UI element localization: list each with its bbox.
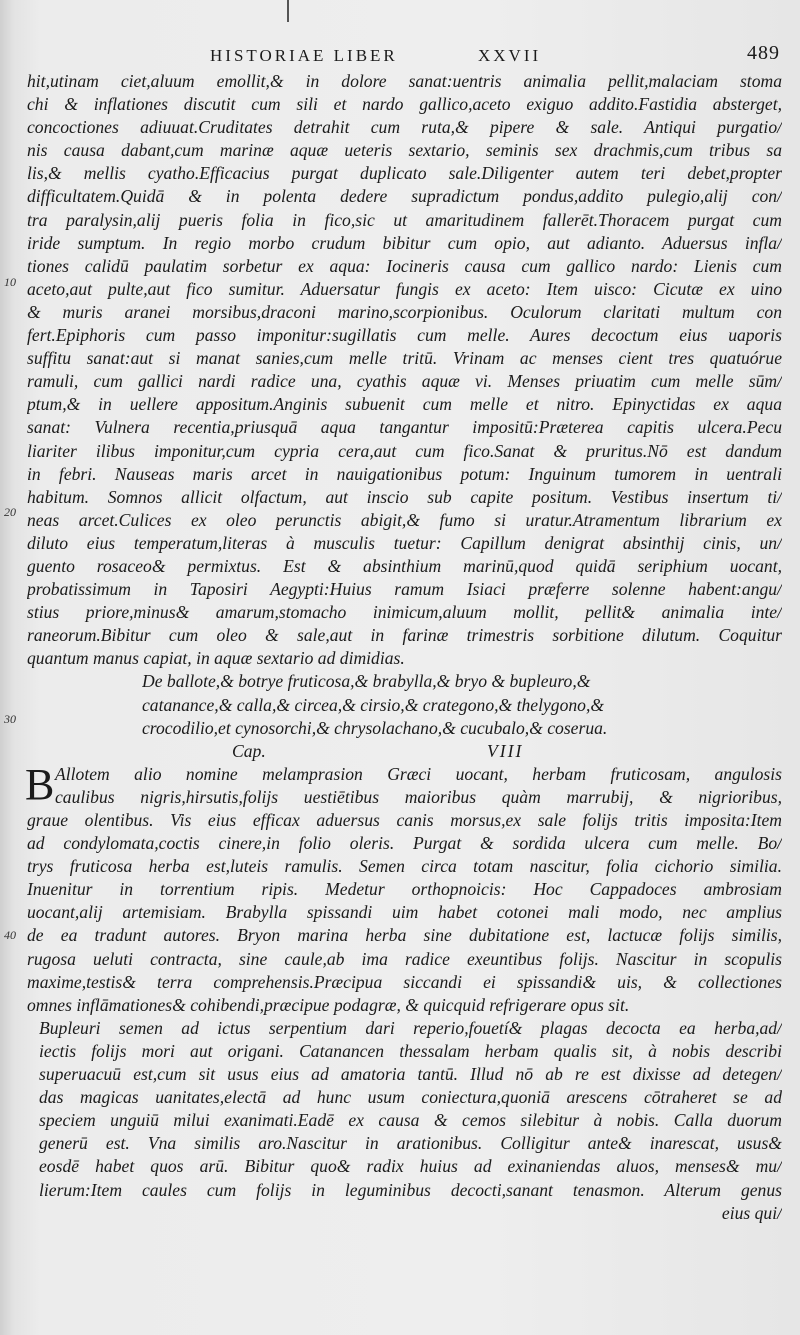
text-line: superuacuū est,cum sit usus eius ad amatoria tantū. Illud nō ab re est dixisse ad detegen/ bbox=[39, 1064, 782, 1085]
text-line: omnes inflāmationes& cohibendi,præcipue podagræ, & quicquid refrigerare opus sit. bbox=[27, 994, 630, 1015]
text-line: trys fruticosa herba est,luteis ramulis. Semen circa totam nascitur, folia cichorio similia. bbox=[27, 856, 782, 877]
paragraph-opening bbox=[25, 759, 782, 809]
chapter-word: Cap. bbox=[232, 740, 266, 761]
body-text bbox=[27, 70, 782, 1225]
text-line: guento rosaceo& permixtus. Est & absinthium marinū,quod quidā seriphium uocant, bbox=[27, 555, 782, 576]
chapter-heading bbox=[27, 670, 782, 739]
text-line: aceto,aut pulte,aut fico sumitur. Aduersatur fungis ex aceto: Item uisco: Cicutæ ex uino bbox=[27, 278, 782, 299]
text-line: Inuenitur in torrentium ripis. Medetur orthopnoicis: Hoc Cappadoces ambrosiam bbox=[27, 879, 782, 900]
text-line: hit,utinam ciet,aluum emollit,& in dolore sanat:uentris animalia pellit,malaciam stoma bbox=[27, 71, 782, 91]
text-line: lierum:Item caules cum folijs in leguminibus decocti,sanant tenasmon. Alterum genus bbox=[39, 1179, 782, 1200]
text-line: iride sumptum. In regio morbo crudum bibitur cum opio, aut adianto. Aduersus infla/ bbox=[27, 232, 782, 253]
text-line: rugosa ueluti contracta, sine caule,ab ima radice exeuntibus folijs. Nascitur in scopulis bbox=[27, 948, 782, 969]
margin-line-number: 30 bbox=[4, 712, 16, 726]
text-line: chi & inflationes discutit cum sili et nardo gallico,aceto exiguo addito.Fastidia absterget, bbox=[27, 94, 782, 115]
margin-line-number: 10 bbox=[4, 275, 16, 289]
text-line: iectis folijs mori aut origani. Catanancen thessalam herbam qualis sit, à nobis describi bbox=[39, 1040, 782, 1061]
text-line: crocodilio,et cynosorchi,& chrysolachano,& cucubalo,& coserua. bbox=[142, 717, 608, 738]
text-line: stius priore,minus& amarum,stomacho inimicum,aluum mollit, pellit& animalia inte/ bbox=[27, 602, 782, 623]
chapter-label bbox=[27, 740, 782, 763]
text-line: difficultatem.Quidā & in polenta dedere supradictum pondus,addito pulegio,alij con/ bbox=[27, 186, 782, 207]
text-line: Allotem alio nomine melamprasion Græci uocant, herbam fruticosam, angulosis bbox=[55, 763, 782, 784]
text-line: caulibus nigris,hirsutis,folijs uestiētibus maioribus quàm marrubij, & nigrioribus, bbox=[55, 786, 782, 807]
book-number: XXVII bbox=[478, 46, 542, 65]
paragraph bbox=[27, 1017, 782, 1202]
text-line: diluto eius temperatum,literas à musculis tuetur: Capillum denigrat absinthij cinis, un/ bbox=[27, 532, 782, 553]
text-line: probatissimum in Taposiri Aegypti:Huius ramum Isiaci præferre solenne habent:angu/ bbox=[27, 579, 782, 600]
text-line: speciem unguiū milui exanimati.Eadē ex causa & cemos silebitur à nobis. Calla duorum bbox=[39, 1110, 782, 1131]
text-line: liariter ilibus imponitur,cum cypria cera,aut cum fico.Sanat & pruritus.Nō est dandum bbox=[27, 440, 782, 461]
chapter-number: VIII bbox=[487, 740, 524, 761]
paragraph-body bbox=[27, 809, 782, 1017]
text-line: in febri. Nauseas maris arcet in nauigationibus potum: Inguinum tumorem in uentrali bbox=[27, 463, 782, 484]
text-line: habitum. Somnos allicit olfactum, aut inscio sub capite positum. Vestibus insertum ti/ bbox=[27, 486, 782, 507]
margin-line-number: 40 bbox=[4, 928, 16, 942]
text-line: ptum,& in uellere appositum.Anginis subuenit cum melle et nitro. Epinyctidas ex aqua bbox=[27, 394, 782, 415]
text-line: ad condylomata,coctis cinere,in folio oleris. Purgat & sordida ulcera cum melle. Bo/ bbox=[27, 833, 782, 854]
text-line: nis causa dabant,cum marinæ aquæ ueteris sextario, seminis sex drachmis,cum tribus sa bbox=[27, 140, 782, 161]
text-line: raneorum.Bibitur cum oleo & sale,aut in farinæ trimestris sorbitione dilutum. Coquitur bbox=[27, 625, 782, 646]
text-line: & muris aranei morsibus,draconi marino,scorpionibus. Oculorum claritati multum con bbox=[27, 301, 782, 322]
margin-line-number: 20 bbox=[4, 505, 16, 519]
text-line: sanat: Vulnera recentia,priusquā aqua tangantur impositū:Præterea capitis ulcera.Pecu bbox=[27, 417, 782, 438]
text-line: generū est. Vna similis aro.Nascitur in arationibus. Colligitur ante& inarescat, usus& bbox=[39, 1133, 782, 1154]
drop-capital: B bbox=[25, 759, 55, 809]
text-line: uocant,alij artemisiam. Brabylla spissandi uim habet cotonei mali modo, nec amplius bbox=[27, 902, 782, 923]
text-line: lis,& mellis cyatho.Efficacius purgat duplicato sale.Diligenter autem teri debet,propter bbox=[27, 163, 782, 184]
text-line: De ballote,& botrye fruticosa,& brabylla,& bryo & bupleuro,& bbox=[142, 671, 591, 692]
text-line: ramuli, cum gallici nardi radice una, cyathis aquæ vi. Menses priuatim cum melle sūm/ bbox=[27, 371, 782, 392]
text-line: quantum manus capiat, in aquæ sextario ad dimidias. bbox=[27, 648, 405, 669]
paragraph bbox=[27, 70, 782, 670]
running-title: HISTORIAE LIBER bbox=[210, 46, 398, 65]
text-line: graue olentibus. Vis eius efficax aduersus canis morsus,ex sale folijs tritis imposita:Item bbox=[27, 810, 782, 830]
text-line: eosdē habet quos arū. Bibitur quo& radix huius ad exinaniendas aluos, menses& mu/ bbox=[39, 1156, 782, 1177]
text-line: maxime,testis& terra comprehensis.Præcipua siccandi ei spissandi& uis, & collectiones bbox=[27, 971, 782, 992]
catchword: eius qui/ bbox=[721, 1202, 782, 1223]
running-head bbox=[210, 40, 780, 70]
text-line: catanance,& calla,& circea,& cirsio,& crategono,& thelygono,& bbox=[142, 694, 605, 715]
text-line: tiones calidū paulatim sorbetur ex aqua: Iocineris causa cum gallico nardo: Lienis cum bbox=[27, 255, 782, 276]
text-line: das magicas uanitates,electā ad hunc usum coniectura,quoniā arescens cōtraheret se ad bbox=[39, 1087, 782, 1108]
text-line: concoctiones adiuuat.Cruditates detrahit cum ruta,& pipere & sale. Antiqui purgatio/ bbox=[27, 117, 782, 138]
text-line: neas arcet.Culices ex oleo perunctis abigit,& fumo si uratur.Atramentum librarium ex bbox=[27, 509, 782, 530]
text-line: de ea tradunt autores. Bryon marina herba sine dubitatione est, lactucæ folijs similis, bbox=[27, 925, 782, 946]
text-line: Bupleuri semen ad ictus serpentium dari reperio,fouetí& plagas decocta ea herba,ad/ bbox=[39, 1017, 782, 1038]
paragraph bbox=[25, 759, 782, 1017]
text-line: fert.Epiphoris cum passo imponitur:sugillatis cum melle. Aures decoctum eius uaporis bbox=[27, 325, 782, 346]
page-number: 489 bbox=[747, 42, 780, 64]
gutter-mark bbox=[287, 0, 289, 22]
text-line: tra paralysin,alij pueris folia in fico,sic ut amaritudinem fallerēt.Thoracem purgat cum bbox=[27, 209, 782, 230]
text-line: suffitu sanat:aut si manat sanies,cum melle tritū. Vrinam ac menses cient tres quatuórue bbox=[27, 348, 782, 369]
